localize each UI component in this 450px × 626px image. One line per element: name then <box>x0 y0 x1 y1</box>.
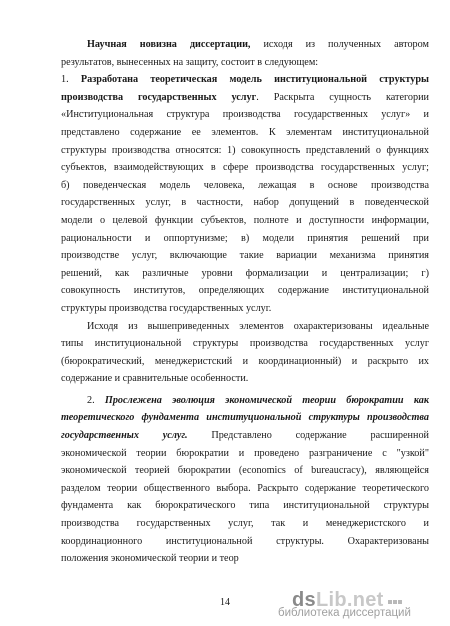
p3-line-1: Исходя из вышеприведенных элементов охарактеризованы идеальные <box>87 320 429 332</box>
p1-line-2: результатов, вынесенных на защиту, состоит в следующем: <box>61 56 319 68</box>
p2-line-12: решений, как различные уровни формализации и централизации; г) <box>61 267 429 279</box>
item-number-2: 2. <box>87 394 95 406</box>
p2-line-5: структуры производства относятся: 1) совокупность представлений о функциях <box>61 144 429 156</box>
p4-line-10: положения экономической теории и теор <box>61 553 239 565</box>
p4-line-7: фундамента как бюрократического типа институциональной структуры <box>61 500 429 512</box>
p4-line-3: государственных услуг. Представлено содержание расширенной <box>61 430 429 442</box>
document-body <box>61 36 429 568</box>
p2-line-7: б) поведенческая модель человека, лежащая в основе производства <box>61 179 429 191</box>
logo-caption: библиотека диссертаций <box>278 607 411 619</box>
p2-line-13: совокупность институтов, определяющих содержание институциональной <box>61 285 429 297</box>
p2-line-10: рациональности и оппортунизме; в) модели принятия решений при <box>61 232 429 244</box>
p2-line-11: производстве услуг, включающие такие вариации механизма принятия <box>61 250 429 262</box>
logo-ds: ds <box>292 589 316 611</box>
p2-line-4: представлено содержание ее элементов. К элементам институциональной <box>61 126 429 138</box>
page-number: 14 <box>220 597 230 608</box>
p2-line-8: государственных услуг, в частности, набор допущений в поведенческой <box>61 197 429 209</box>
p3-line-2: типы институциональной структуры производства государственных услуг <box>61 338 429 350</box>
p3-line-3: (бюрократический, менеджеристский и координационный) и раскрыто их <box>61 355 429 367</box>
p2-line-14: структуры производства государственных услуг. <box>61 302 272 314</box>
p4-line-5: экономической теорией бюрократии (economics of bureaucracy), являющейся <box>61 465 429 477</box>
p4-heading-bold-1: Прослежена эволюция экономической теории бюрократии как <box>104 394 429 406</box>
p2-line-9: модели о целевой функции субъектов, полноте и доступности информации, <box>61 214 429 226</box>
logo-lib: Lib.net <box>315 589 384 611</box>
p1-lead-bold: Научная новизна диссертации, <box>87 39 251 50</box>
p2-line-2: производства государственных услуг. Раскрыта сущность категории <box>61 91 429 103</box>
p4-line-4: экономической теории бюрократии и проведено разграничение с "узкой" <box>61 447 429 459</box>
p3-line-4: содержание и сравнительные особенности. <box>61 373 249 385</box>
p2-heading-bold: Разработана теоретическая модель институциональной структуры <box>80 74 429 86</box>
p2-line-1 <box>61 71 429 89</box>
p4-heading-bold-2: теоретического фундамента институциональной структуры производства <box>61 412 429 424</box>
p4-line-1 <box>61 392 429 410</box>
p4-line-2 <box>61 409 429 427</box>
logo-dots-icon <box>388 588 403 608</box>
p4-line-9: координационного институциональной структуры. Охарактеризованы <box>61 535 429 547</box>
p1-line-1: Научная новизна диссертации, исходя из полученных автором <box>87 39 429 50</box>
dslib-watermark <box>272 588 440 622</box>
item-number-1: 1. <box>61 74 69 86</box>
p4-heading-bold-3: государственных услуг. <box>61 430 188 442</box>
p2-line-6: субъектов, взаимодействующих в сфере производства государственных услуг; <box>61 162 429 174</box>
p4-line-6: разделом теории общественного выбора. Раскрыто содержание теоретического <box>61 482 429 494</box>
p4-line-8: производства государственных услуг, так и менеджеристского и <box>61 518 429 530</box>
p2-line-3: «Институциональная структура производства государственных услуг» и <box>61 109 429 121</box>
p2-heading-bold-cont: производства государственных услуг <box>61 91 257 103</box>
